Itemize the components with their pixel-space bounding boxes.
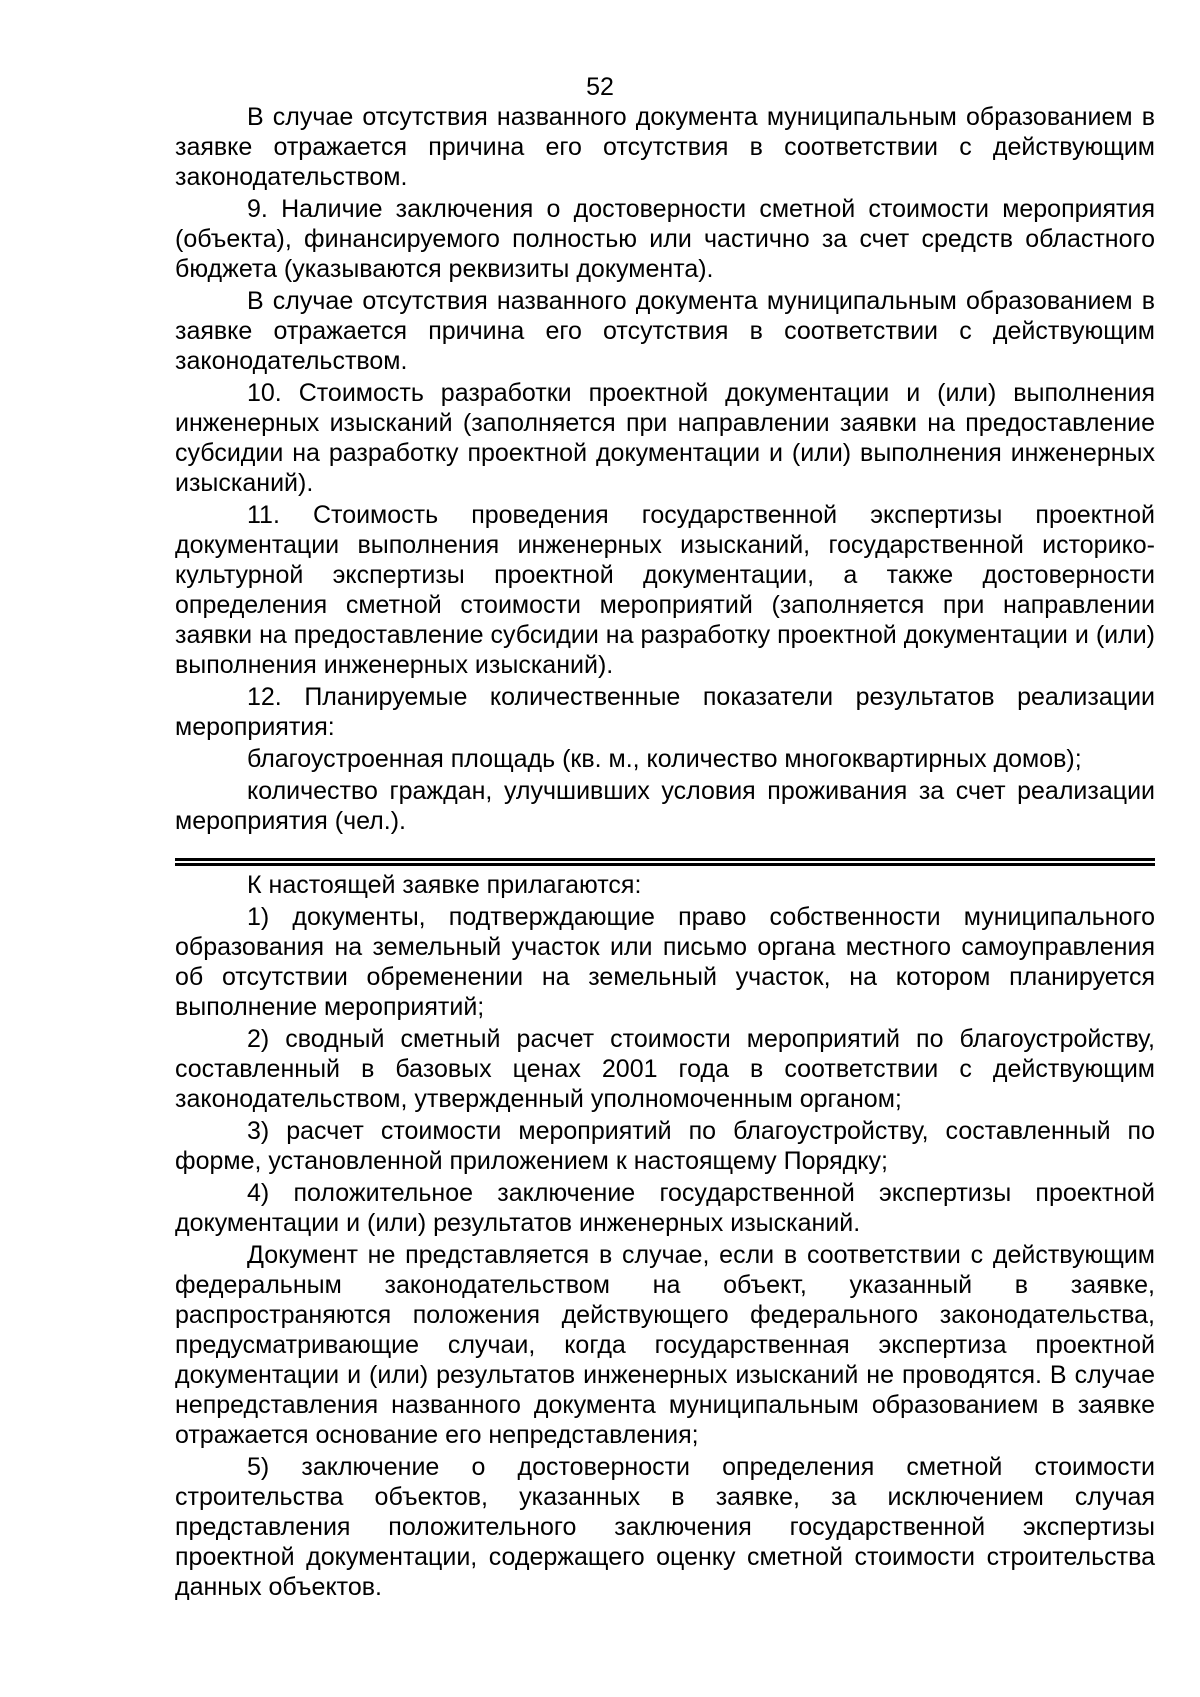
attachments-section bbox=[175, 870, 1155, 1602]
paragraph: 9. Наличие заключения о достоверности сметной стоимости мероприятия (объекта), финансируемого полностью или частично за счет средств областного бюджета (указываются реквизиты документа). bbox=[175, 195, 1155, 283]
paragraph: 10. Стоимость разработки проектной документации и (или) выполнения инженерных изысканий (заполняется при направлении заявки на предоставление субсидии на разработку проектной документации и (или) выполнения инженерных изысканий). bbox=[175, 379, 1155, 497]
double-separator-rule bbox=[175, 858, 1155, 866]
paragraph: 11. Стоимость проведения государственной экспертизы проектной документации выполнения инженерных изысканий, государственной историко-культурной экспертизы проектной документации, а также достоверности определения сметной стоимости мероприятий (заполняется при направлении заявки на предоставление субсидии на разработку проектной документации и (или) выполнения инженерных изысканий). bbox=[175, 501, 1155, 679]
paragraph: количество граждан, улучшивших условия проживания за счет реализации мероприятия (чел.). bbox=[175, 777, 1155, 835]
paragraph: Документ не представляется в случае, если в соответствии с действующим федеральным законодательством на объект, указанный в заявке, распространяются положения действующего федерального законодательства, предусматривающие случаи, когда государственная экспертиза проектной документации и (или) результатов инженерных изысканий не проводятся. В случае непредставления названного документа муниципальным образованием в заявке отражается основание его непредставления; bbox=[175, 1241, 1155, 1449]
paragraph: благоустроенная площадь (кв. м., количество многоквартирных домов); bbox=[247, 745, 1082, 773]
paragraph: 3) расчет стоимости мероприятий по благоустройству, составленный по форме, установленной приложением к настоящему Порядку; bbox=[175, 1117, 1155, 1175]
paragraph: 1) документы, подтверждающие право собственности муниципального образования на земельный участок или письмо органа местного самоуправления об отсутствии обременении на земельный участок, на котором планируется выполнение мероприятий; bbox=[175, 903, 1155, 1021]
attachments-heading: К настоящей заявке прилагаются: bbox=[247, 871, 642, 899]
paragraph: 12. Планируемые количественные показатели результатов реализации мероприятия: bbox=[175, 683, 1155, 741]
paragraph: 2) сводный сметный расчет стоимости мероприятий по благоустройству, составленный в базовых ценах 2001 года в соответствии с действующим законодательством, утвержденный уполномоченным органом; bbox=[175, 1025, 1155, 1113]
upper-section bbox=[175, 102, 1155, 836]
paragraph: В случае отсутствия названного документа муниципальным образованием в заявке отражается причина его отсутствия в соответствии с действующим законодательством. bbox=[175, 103, 1155, 191]
page-number: 52 bbox=[586, 73, 614, 101]
paragraph: 4) положительное заключение государственной экспертизы проектной документации и (или) результатов инженерных изысканий. bbox=[175, 1179, 1155, 1237]
paragraph: 5) заключение о достоверности определения сметной стоимости строительства объектов, указанных в заявке, за исключением случая представления положительного заключения государственной экспертизы проектной документации, содержащего оценку сметной стоимости строительства данных объектов. bbox=[175, 1453, 1155, 1601]
paragraph: В случае отсутствия названного документа муниципальным образованием в заявке отражается причина его отсутствия в соответствии с действующим законодательством. bbox=[175, 287, 1155, 375]
separator-line-bottom bbox=[175, 863, 1155, 866]
